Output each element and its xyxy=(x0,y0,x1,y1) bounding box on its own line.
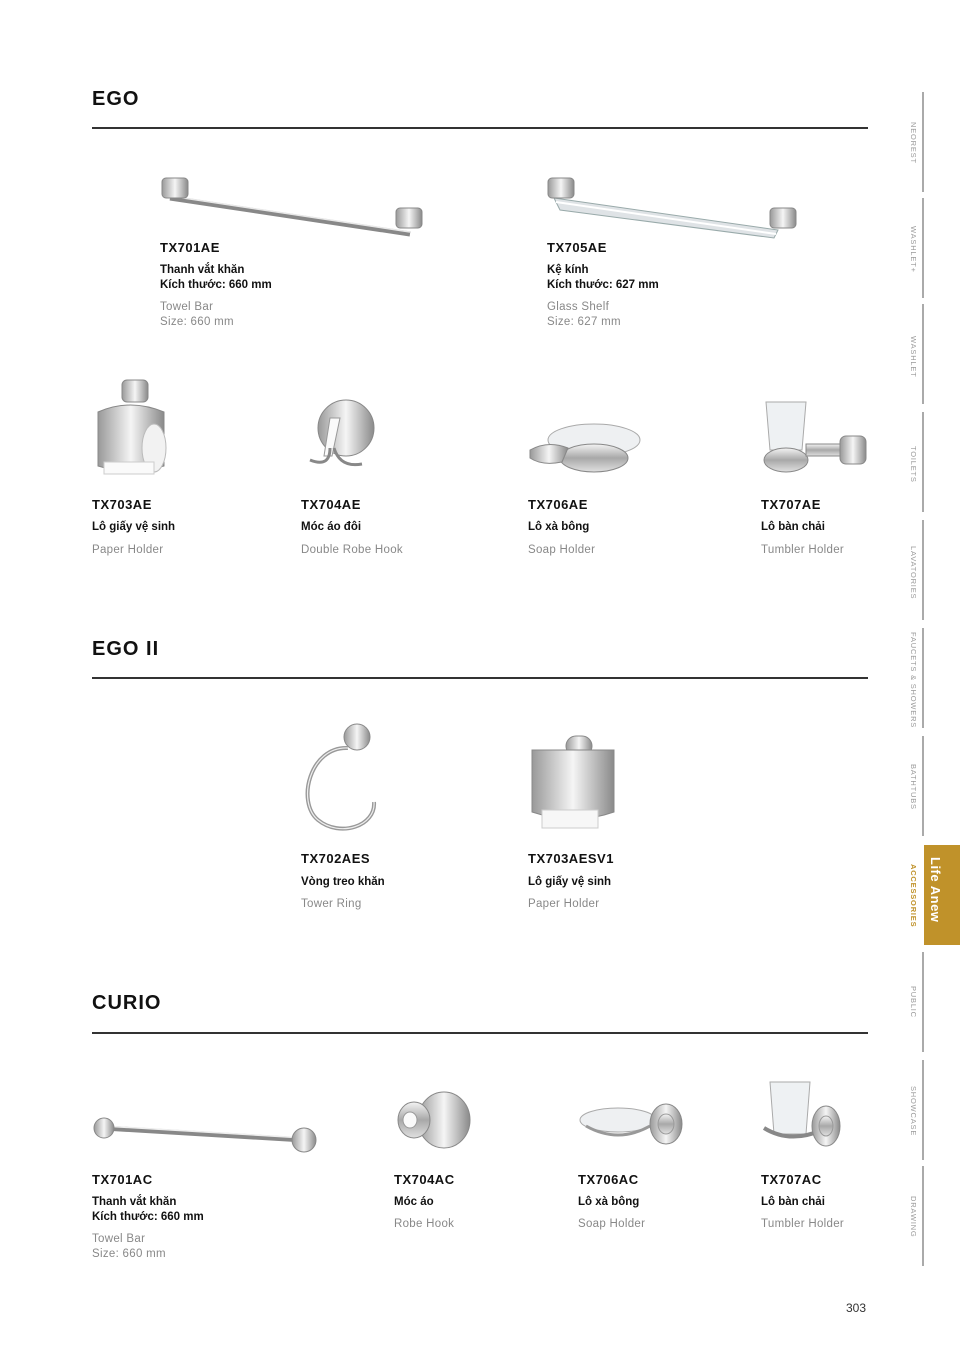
product-name-en: Paper Holder xyxy=(528,898,600,910)
section-tab-label: Life Anew xyxy=(928,857,943,923)
product-size-vn: Kích thước: 627 mm xyxy=(547,279,659,291)
towel-bar-image xyxy=(158,172,428,242)
product-name-vn: Lô giấy vệ sinh xyxy=(528,876,612,888)
product-code: TX705AE xyxy=(547,240,607,255)
product-name-en: Soap Holder xyxy=(528,544,596,556)
side-nav-divider xyxy=(922,520,924,620)
side-nav-item-public[interactable]: PUBLIC xyxy=(909,986,918,1018)
side-nav-item-drawing[interactable]: DRAWING xyxy=(909,1196,918,1238)
tumbler-holder-image xyxy=(762,398,872,480)
side-nav-divider xyxy=(922,1166,924,1266)
section-title-ego-ii: EGO II xyxy=(92,638,160,660)
product-name-vn: Lô xà bông xyxy=(578,1196,640,1208)
towel-ring-image xyxy=(300,722,382,834)
product-code: TX707AE xyxy=(761,497,821,512)
product-name-vn: Lô bàn chải xyxy=(761,1196,825,1208)
product-name-vn: Kệ kính xyxy=(547,264,589,276)
product-size-vn: Kích thước: 660 mm xyxy=(92,1211,204,1223)
side-nav-item-bathtubs[interactable]: BATHTUBS xyxy=(909,764,918,810)
product-name-vn: Lô bàn chải xyxy=(761,521,825,533)
product-name-vn: Thanh vắt khăn xyxy=(92,1196,177,1208)
paper-holder-image xyxy=(90,378,174,478)
robe-hook-image xyxy=(394,1090,474,1154)
side-nav-divider xyxy=(922,1060,924,1160)
side-nav-divider xyxy=(922,304,924,404)
section-divider xyxy=(92,1032,868,1034)
product-size-en: Size: 660 mm xyxy=(160,316,234,328)
soap-holder-image xyxy=(578,1100,688,1154)
side-nav-item-washlet-plus[interactable]: WASHLET+ xyxy=(909,226,918,273)
paper-holder-image xyxy=(528,734,620,834)
product-code: TX701AC xyxy=(92,1172,153,1187)
section-divider xyxy=(92,127,868,129)
product-name-en: Tumbler Holder xyxy=(761,1218,845,1230)
side-nav-divider xyxy=(922,92,924,192)
product-size-vn: Kích thước: 660 mm xyxy=(160,279,272,291)
product-name-en: Towel Bar xyxy=(160,301,214,313)
product-size-en: Size: 660 mm xyxy=(92,1248,166,1260)
product-name-en: Double Robe Hook xyxy=(301,544,403,556)
tumbler-holder-image xyxy=(762,1080,846,1156)
side-nav-item-faucets-showers[interactable]: FAUCETS & SHOWERS xyxy=(909,632,918,729)
side-nav-item-neorest[interactable]: NEOREST xyxy=(909,122,918,164)
product-code: TX703AE xyxy=(92,497,152,512)
section-tab xyxy=(924,845,960,945)
product-name-vn: Vòng treo khăn xyxy=(301,876,385,888)
product-name-vn: Lô xà bông xyxy=(528,521,590,533)
double-robe-hook-image xyxy=(300,398,380,480)
product-code: TX704AC xyxy=(394,1172,455,1187)
product-name-en: Robe Hook xyxy=(394,1218,455,1230)
section-title-ego: EGO xyxy=(92,88,140,110)
page-number: 303 xyxy=(846,1301,867,1315)
product-name-en: Tower Ring xyxy=(301,898,362,910)
side-nav-item-washlet[interactable]: WASHLET xyxy=(909,336,918,378)
side-nav-item-accessories[interactable]: ACCESSORIES xyxy=(909,864,918,928)
side-nav-item-showcase[interactable]: SHOWCASE xyxy=(909,1086,918,1137)
side-nav-item-lavatories[interactable]: LAVATORIES xyxy=(909,546,918,600)
side-nav-divider xyxy=(922,198,924,298)
towel-bar-image xyxy=(90,1110,320,1154)
product-name-vn: Móc áo xyxy=(394,1196,434,1208)
product-code: TX706AE xyxy=(528,497,588,512)
section-title-curio: CURIO xyxy=(92,992,162,1014)
product-name-en: Soap Holder xyxy=(578,1218,646,1230)
side-nav-item-toilets[interactable]: TOILETS xyxy=(909,446,918,483)
product-name-vn: Móc áo đôi xyxy=(301,521,362,533)
product-code: TX704AE xyxy=(301,497,361,512)
product-name-vn: Lô giấy vệ sinh xyxy=(92,521,176,533)
product-code: TX706AC xyxy=(578,1172,639,1187)
product-name-vn: Thanh vắt khăn xyxy=(160,264,245,276)
soap-holder-image xyxy=(528,418,648,480)
product-name-en: Glass Shelf xyxy=(547,301,610,313)
product-code: TX707AC xyxy=(761,1172,822,1187)
section-divider xyxy=(92,677,868,679)
product-size-en: Size: 627 mm xyxy=(547,316,621,328)
product-name-en: Paper Holder xyxy=(92,544,164,556)
side-nav-divider xyxy=(922,952,924,1052)
product-name-en: Towel Bar xyxy=(92,1233,146,1245)
product-name-en: Tumbler Holder xyxy=(761,544,845,556)
side-nav-divider xyxy=(922,628,924,728)
glass-shelf-image xyxy=(546,172,806,242)
side-nav-divider xyxy=(922,736,924,836)
side-nav-divider xyxy=(922,412,924,512)
product-code: TX703AESV1 xyxy=(528,851,614,866)
product-code: TX702AES xyxy=(301,851,371,866)
product-code: TX701AE xyxy=(160,240,220,255)
